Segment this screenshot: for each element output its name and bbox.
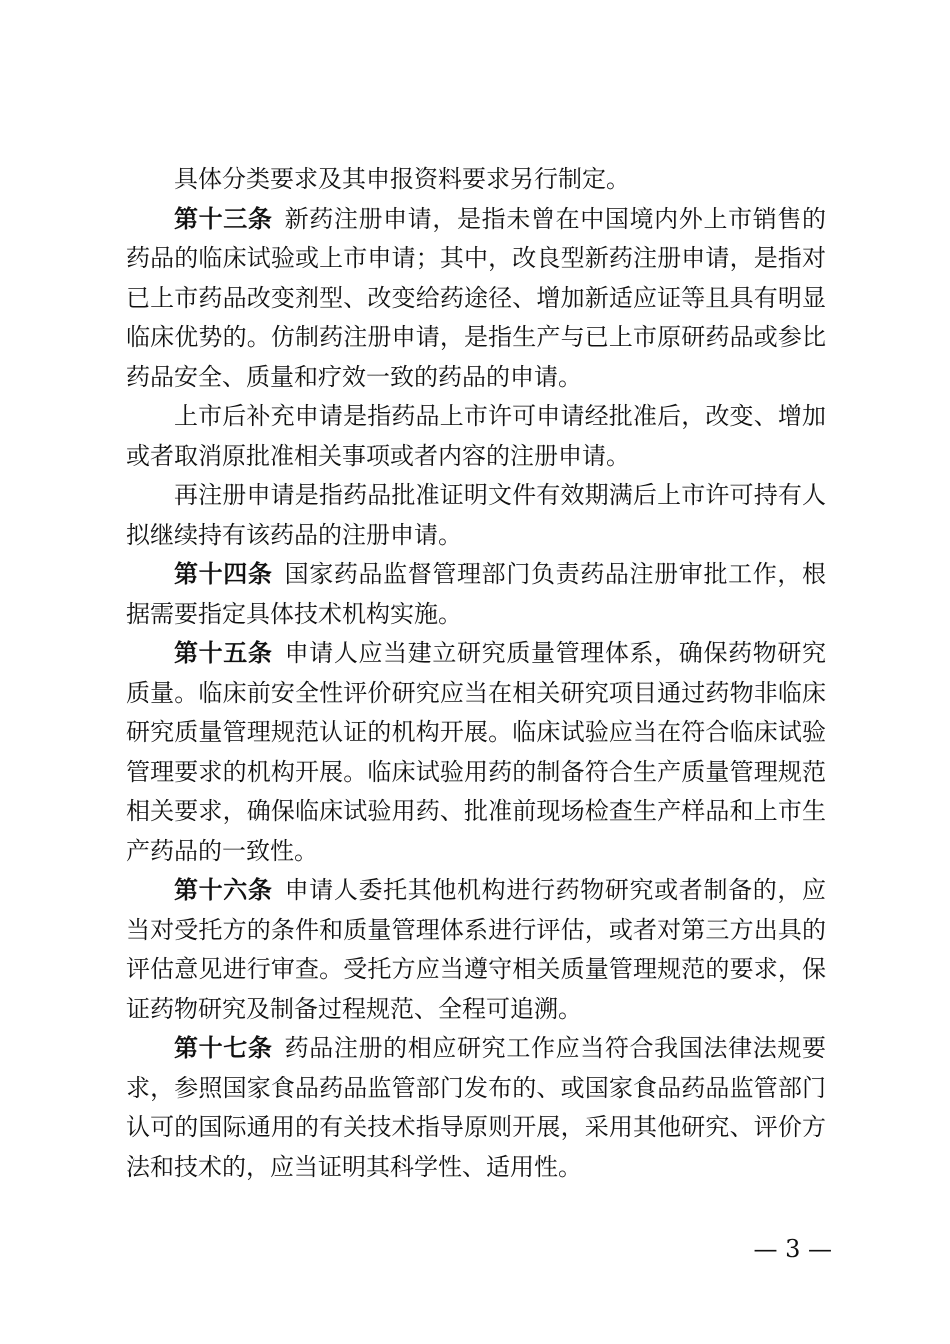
paragraph-text: 新药注册申请，是指未曾在中国境内外上市销售的药品的临床试验或上市申请；其中，改良型新药注册申请，是指对已上市药品改变剂型、改变给药途径、增加新适应证等且具有明显临床优势的。仿制药注册申请，是指生产与已上市原研药品或参比药品安全、质量和疗效一致的药品的申请。 <box>126 204 827 391</box>
paragraph-text: 申请人应当建立研究质量管理体系，确保药物研究质量。临床前安全性评价研究应当在相关研究项目通过药物非临床研究质量管理规范认证的机构开展。临床试验应当在符合临床试验管理要求的机构开展。临床试验用药的制备符合生产质量管理规范相关要求，确保临床试验用药、批准前现场检查生产样品和上市生产药品的一致性。 <box>126 639 827 865</box>
paragraph-text: 再注册申请是指药品批准证明文件有效期满后上市许可持有人拟继续持有该药品的注册申请。 <box>126 481 826 549</box>
paragraph-supplementary <box>126 397 826 476</box>
paragraph-text: 国家药品监督管理部门负责药品注册审批工作，根据需要指定具体技术机构实施。 <box>126 560 827 628</box>
paragraph-reregistration <box>126 476 826 555</box>
paragraph-text: 药品注册的相应研究工作应当符合我国法律法规要求，参照国家食品药品监管部门发布的、或国家食品药品监管部门认可的国际通用的有关技术指导原则开展，采用其他研究、评价方法和技术的，应当证明其科学性、适用性。 <box>126 1034 827 1181</box>
paragraph-text: 具体分类要求及其申报资料要求另行制定。 <box>174 165 630 193</box>
page-number: — 3 — <box>753 1235 832 1263</box>
article-16 <box>126 871 826 1029</box>
article-15 <box>126 634 826 871</box>
article-heading: 第十六条 <box>174 876 273 904</box>
article-heading: 第十四条 <box>174 560 273 588</box>
paragraph-text: 上市后补充申请是指药品上市许可申请经批准后，改变、增加或者取消原批准相关事项或者内容的注册申请。 <box>126 402 826 470</box>
paragraph-text: 申请人委托其他机构进行药物研究或者制备的，应当对受托方的条件和质量管理体系进行评估，或者对第三方出具的评估意见进行审查。受托方应当遵守相关质量管理规范的要求，保证药物研究及制备过程规范、全程可追溯。 <box>126 876 827 1023</box>
article-heading: 第十五条 <box>174 639 273 667</box>
article-heading: 第十七条 <box>174 1034 273 1062</box>
article-heading: 第十三条 <box>174 204 273 233</box>
paragraph-1 <box>126 160 826 200</box>
document-body <box>126 160 826 1187</box>
article-14 <box>126 555 826 634</box>
article-13 <box>126 200 826 398</box>
article-17 <box>126 1029 826 1187</box>
